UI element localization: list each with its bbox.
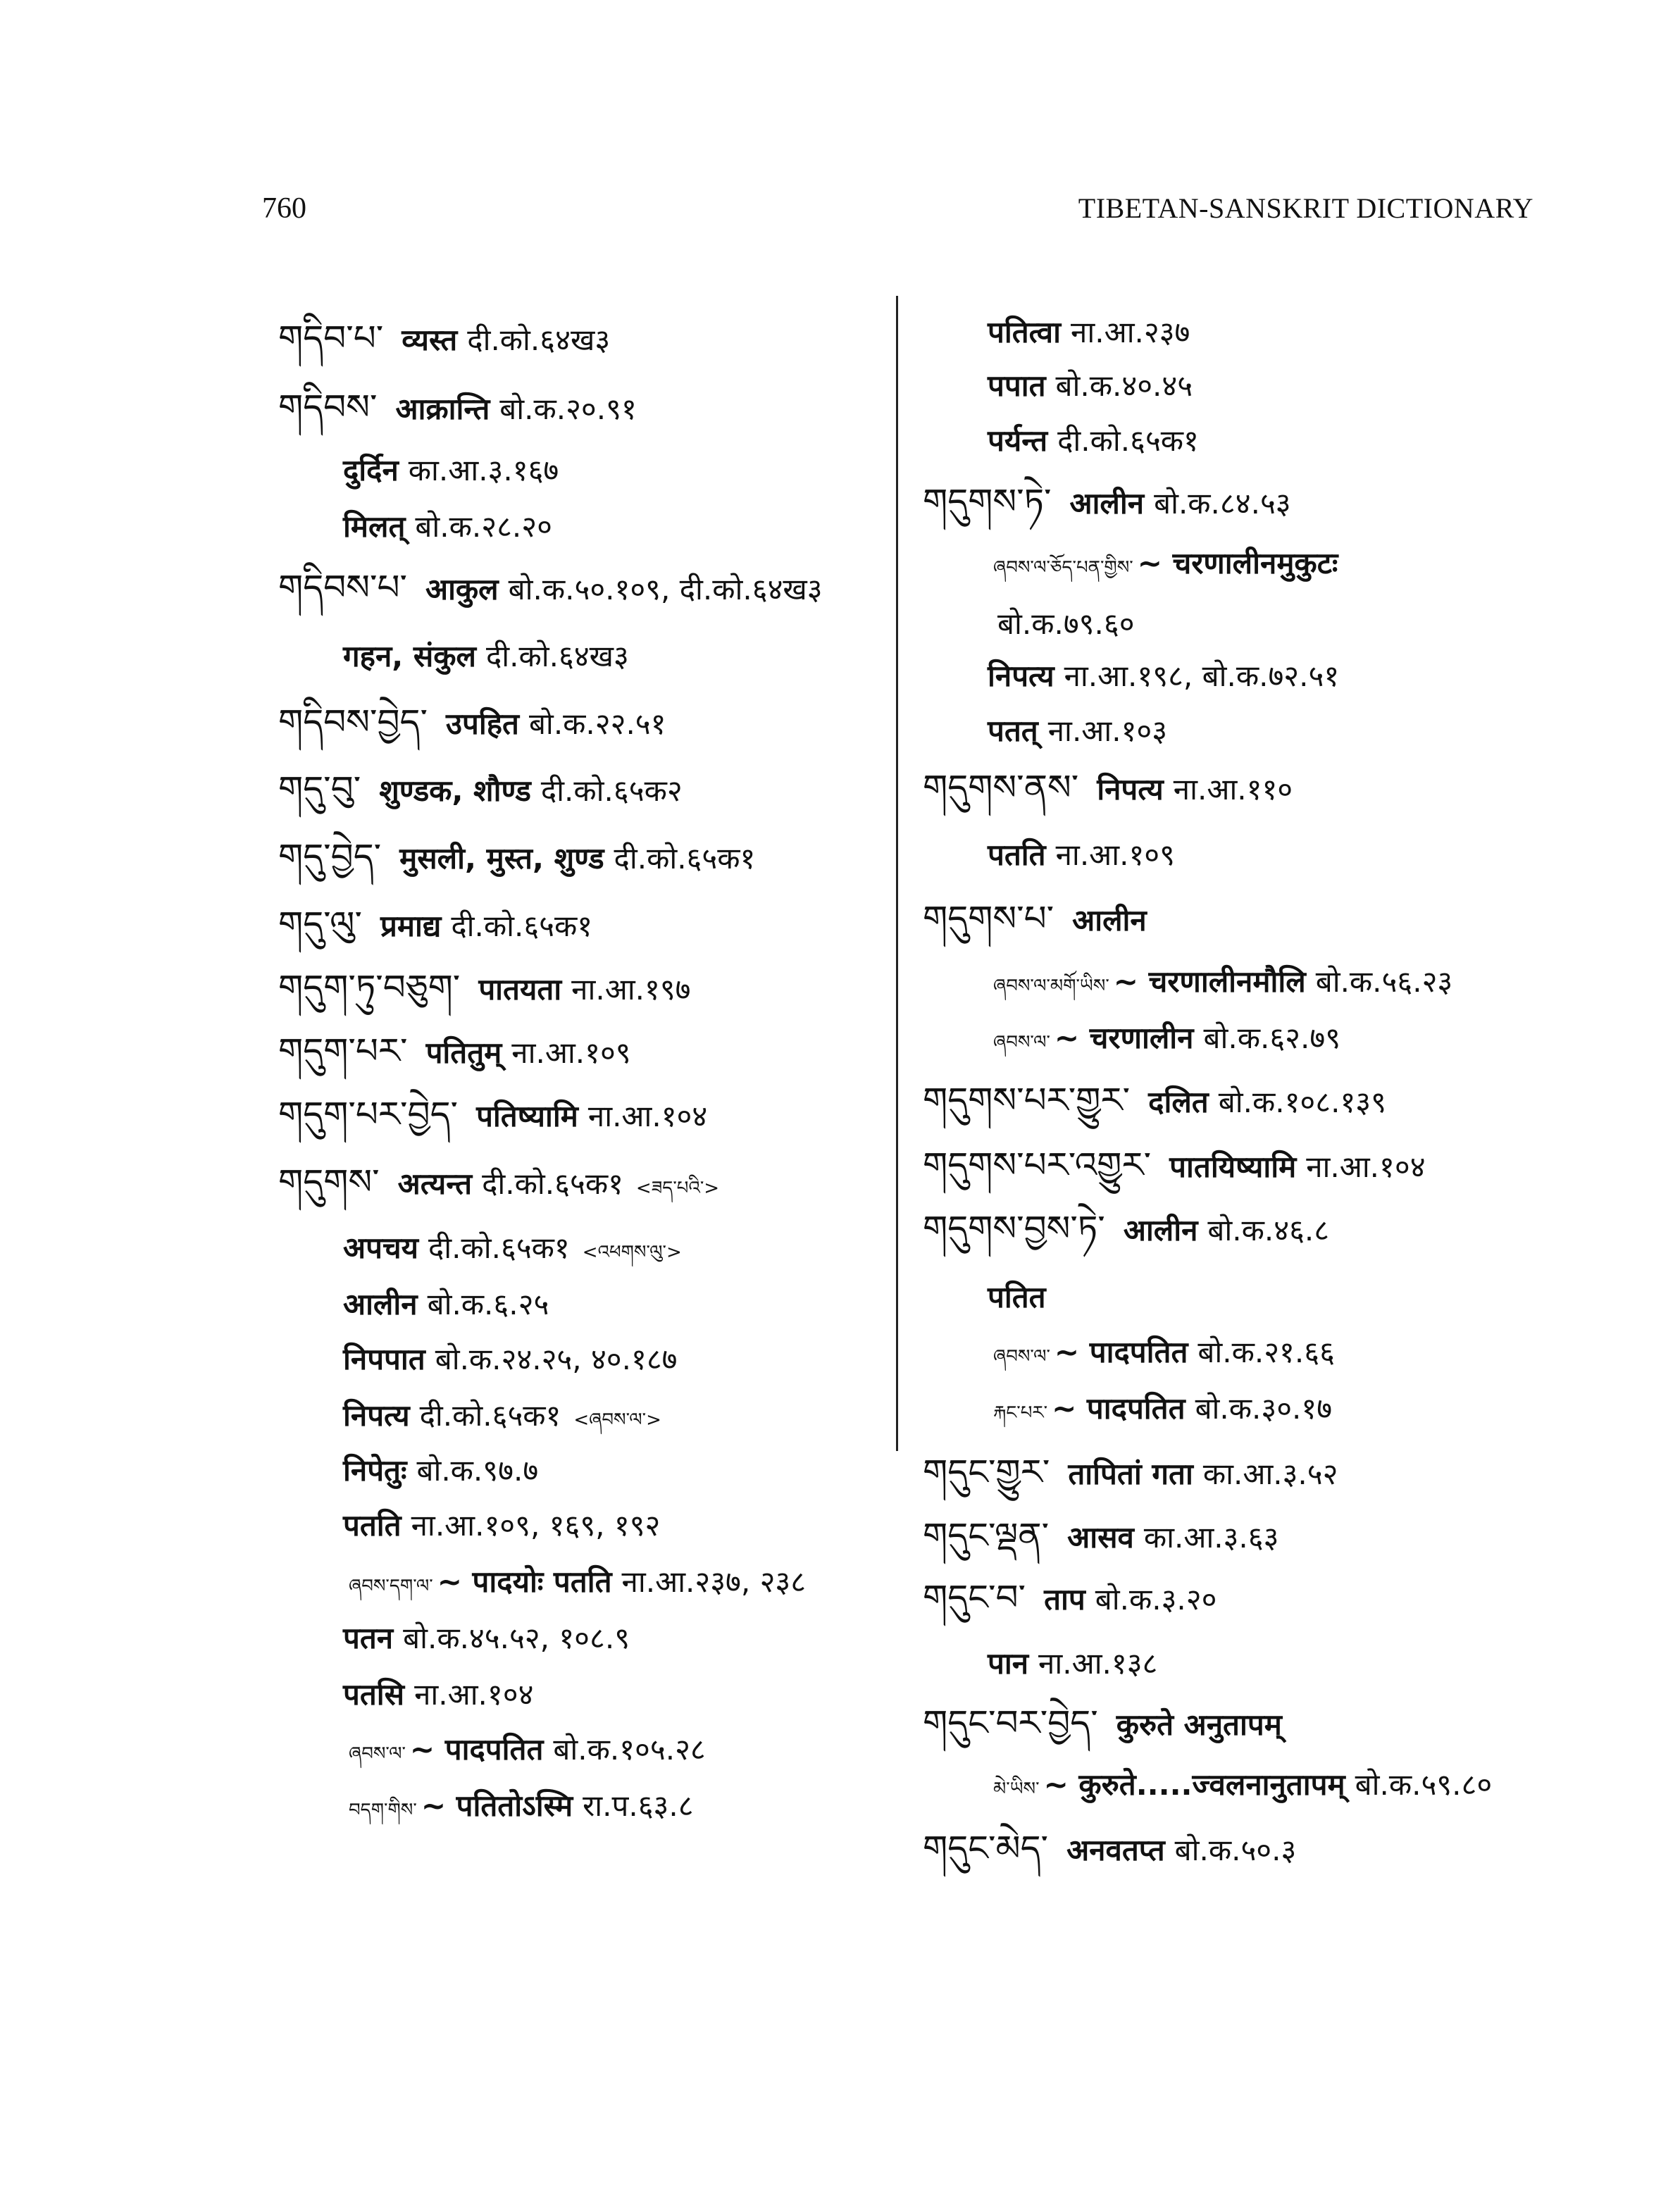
tibetan-phrase: ཞབས་ལ་ཅོད་པན་གྱིས་: [993, 557, 1133, 578]
dictionary-entry: [278, 1161, 719, 1203]
source-reference: दी.को.६५क१: [614, 841, 756, 876]
source-reference: दी.को.६५क२: [540, 773, 683, 808]
page-number: 760: [262, 192, 306, 225]
source-reference: ना.आ.१०४: [587, 1099, 708, 1133]
sanskrit-equivalent: ~ चरणालीन: [1054, 1021, 1194, 1055]
sanskrit-equivalent: पतति: [343, 1508, 402, 1543]
sanskrit-equivalent: प्रमाद्य: [380, 909, 442, 943]
source-reference: बो.क.८४.५३: [1154, 486, 1291, 521]
context-note: <ཞབས་ལ་>: [573, 1409, 661, 1431]
dictionary-entry: [923, 1451, 1338, 1493]
dictionary-entry: [278, 566, 823, 609]
source-reference: बो.क.६.२५: [427, 1287, 549, 1321]
source-reference: ना.आ.१०९, १६९, १९२: [411, 1508, 661, 1543]
source-reference: ना.आ.१९७: [571, 972, 691, 1007]
source-reference: बो.क.५९.८०: [1355, 1767, 1493, 1802]
dictionary-entry: [278, 1785, 694, 1827]
dictionary-entry: [278, 1505, 660, 1547]
sanskrit-equivalent: मिलत्: [343, 509, 406, 544]
dictionary-entry: [278, 1227, 682, 1269]
source-reference: बो.क.५०.३: [1174, 1833, 1297, 1867]
sanskrit-equivalent: पान: [988, 1646, 1029, 1681]
dictionary-entry: [923, 834, 1175, 876]
tibetan-headword: གདུགས་ནས་: [923, 767, 1079, 808]
column-divider: [896, 296, 898, 1451]
dictionary-entry: [923, 542, 1348, 585]
sanskrit-equivalent: ~ चरणालीनमुकुटः: [1137, 546, 1338, 580]
tibetan-headword: གདུང་གྱུར་: [923, 1452, 1050, 1493]
sanskrit-equivalent: निपेतुः: [343, 1453, 407, 1488]
source-reference: बो.क.५०.१०९, दी.को.६४ख३: [508, 572, 823, 606]
dictionary-entry: [923, 1643, 1157, 1685]
sanskrit-equivalent: पतित्वा: [988, 315, 1062, 349]
source-reference: बो.क.३०.१७: [1195, 1391, 1333, 1426]
source-reference: बो.क.२०.९१: [499, 392, 637, 426]
sanskrit-equivalent: पतसि: [343, 1677, 405, 1712]
source-reference: बो.क.६२.७९: [1203, 1021, 1341, 1055]
sanskrit-equivalent: अत्यन्त: [397, 1166, 473, 1201]
sanskrit-equivalent: अनवतप्त: [1066, 1833, 1165, 1867]
tibetan-phrase: མེ་ཡིས་: [993, 1779, 1040, 1800]
source-reference: दी.को.६५क१: [1057, 423, 1199, 458]
sanskrit-equivalent: आलीन: [343, 1287, 418, 1321]
dictionary-entry: [923, 897, 1157, 940]
source-reference: ना.आ.११०: [1173, 772, 1293, 807]
dictionary-entry: [923, 480, 1291, 523]
dictionary-entry: [278, 701, 666, 743]
sanskrit-equivalent: पतत्: [988, 714, 1038, 748]
sanskrit-equivalent: मुसली, मुस्त, शुण्ड: [399, 841, 604, 876]
tibetan-phrase: ཞབས་ལ་: [349, 1743, 406, 1764]
source-reference: बो.क.२२.५१: [528, 706, 666, 741]
source-reference: का.आ.३.६३: [1143, 1520, 1279, 1555]
tibetan-headword: གདུ་བྱེད་: [278, 836, 382, 877]
dictionary-entry: [278, 1450, 538, 1492]
tibetan-headword: གདིབས་པ་: [278, 567, 407, 608]
dictionary-entry: [923, 1576, 1217, 1619]
dictionary-entry: [278, 1395, 661, 1437]
dictionary-entry: [923, 1388, 1332, 1430]
tibetan-headword: གདུགས་པར་འགྱུར་: [923, 1145, 1152, 1185]
sanskrit-equivalent: पतिष्यामि: [476, 1099, 578, 1133]
source-reference: रा.प.६३.८: [583, 1788, 694, 1823]
dictionary-entry: [278, 386, 637, 428]
source-reference: दी.को.६४ख३: [467, 323, 611, 357]
source-reference: बो.क.२४.२५, ४०.१८७: [435, 1342, 678, 1376]
tibetan-headword: གདུང་མེད་: [923, 1828, 1049, 1869]
sanskrit-equivalent: ~ पादयोः पतति: [437, 1564, 612, 1599]
sanskrit-equivalent: गहन, संकुल: [343, 639, 476, 673]
source-reference: ना.आ.१९८, बो.क.७२.५१: [1064, 659, 1340, 693]
dictionary-entry: [923, 1331, 1335, 1374]
source-reference: बो.क.२१.६६: [1197, 1335, 1335, 1369]
source-reference: बो.क.५६.२३: [1315, 964, 1453, 999]
tibetan-headword: གདིབ་པ་: [278, 318, 384, 359]
tibetan-headword: གདུ་བུ་: [278, 768, 361, 809]
sanskrit-equivalent: निपत्य: [343, 1398, 410, 1433]
tibetan-phrase: ཞབས་ལ་: [993, 1346, 1050, 1367]
sanskrit-equivalent: अपचय: [343, 1231, 418, 1265]
sanskrit-equivalent: ताप: [1044, 1582, 1085, 1617]
dictionary-entry: [923, 1702, 1292, 1744]
source-reference: बो.क.७९.६०: [997, 606, 1135, 641]
sanskrit-equivalent: शुण्डक, शौण्ड: [379, 773, 531, 808]
source-reference: बो.क.१०८.१३९: [1218, 1085, 1386, 1119]
source-reference: दी.को.६४ख३: [485, 639, 629, 673]
dictionary-entry: [278, 1283, 549, 1326]
sanskrit-equivalent: ~ पादपतित: [1054, 1335, 1188, 1369]
sanskrit-equivalent: पतन: [343, 1621, 394, 1655]
source-reference: ना.आ.१०९: [1055, 838, 1175, 872]
tibetan-headword: གདུགས་བྱས་ཏེ་: [923, 1208, 1105, 1249]
sanskrit-equivalent: पतित: [988, 1280, 1046, 1314]
dictionary-entry: [278, 768, 683, 810]
sanskrit-equivalent: पर्यन्त: [988, 423, 1048, 458]
sanskrit-equivalent: आलीन: [1069, 486, 1145, 521]
source-reference: ना.आ.१०४: [1306, 1150, 1426, 1184]
source-reference: ना.आ.२३७, २३८: [621, 1564, 807, 1599]
dictionary-entry: [278, 966, 691, 1009]
tibetan-headword: གདུ་ལུ་: [278, 904, 362, 945]
dictionary-entry: [923, 311, 1190, 354]
tibetan-headword: གདུག་པར་བྱེད་: [278, 1094, 459, 1135]
sanskrit-equivalent: ~ चरणालीनमौलि: [1113, 964, 1306, 999]
sanskrit-equivalent: निपपात: [343, 1342, 425, 1376]
sanskrit-equivalent: व्यस्त: [402, 323, 458, 357]
dictionary-entry: [278, 1729, 706, 1771]
dictionary-entry: [923, 420, 1199, 462]
tibetan-headword: གདུག་ཏུ་བཅུག་: [278, 967, 461, 1008]
sanskrit-equivalent: पातयता: [478, 972, 562, 1007]
sanskrit-equivalent: दलित: [1148, 1085, 1209, 1119]
tibetan-headword: གདུགས་པར་གྱུར་: [923, 1080, 1131, 1121]
source-reference: का.आ.३.५२: [1202, 1457, 1338, 1491]
tibetan-headword: གདུག་པར་: [278, 1031, 408, 1071]
tibetan-headword: གདིབས་བྱེད་: [278, 702, 428, 742]
source-reference: का.आ.३.१६७: [408, 453, 559, 487]
source-reference: बो.क.४०.४५: [1055, 368, 1193, 403]
sanskrit-equivalent: ~ पतितोऽस्मि: [421, 1788, 573, 1823]
sanskrit-equivalent: पातयिष्यामि: [1169, 1150, 1297, 1184]
tibetan-headword: གདུགས་: [278, 1162, 380, 1202]
sanskrit-equivalent: ~ कुरुते.....ज्वलनानुतापम्: [1043, 1767, 1345, 1802]
sanskrit-equivalent: कुरुते अनुतापम्: [1116, 1707, 1282, 1742]
dictionary-entry: [278, 1617, 630, 1660]
source-reference: दी.को.६५क१: [482, 1166, 623, 1201]
source-reference: बो.क.४५.५२, १०८.९: [403, 1621, 630, 1655]
tibetan-headword: གདུགས་ཏེ་: [923, 481, 1052, 522]
context-note: <འཕགས་ལུ་>: [582, 1242, 682, 1263]
dictionary-entry: [278, 449, 559, 492]
sanskrit-equivalent: दुर्दिन: [343, 453, 399, 487]
tibetan-headword: གདུང་བར་བྱེད་: [923, 1702, 1098, 1743]
tibetan-headword: གདུགས་པ་: [923, 898, 1054, 939]
tibetan-phrase: བདག་གིས་: [349, 1800, 417, 1821]
source-reference: बो.क.१०५.२८: [553, 1732, 706, 1767]
source-reference: दी.को.६५क१: [428, 1231, 570, 1265]
dictionary-entry: [923, 710, 1167, 752]
sanskrit-equivalent: ~ पादपतित: [409, 1732, 544, 1767]
source-reference: बो.क.३.२०: [1095, 1582, 1217, 1617]
dictionary-entry: [278, 317, 610, 359]
dictionary-entry: [278, 1030, 631, 1072]
tibetan-headword: གདུང་བ་: [923, 1577, 1026, 1618]
sanskrit-equivalent: आकुल: [425, 572, 499, 606]
source-reference: दी.को.६५क१: [419, 1398, 561, 1433]
dictionary-entry: [278, 1674, 533, 1716]
sanskrit-equivalent: आसव: [1067, 1520, 1134, 1555]
tibetan-phrase: ཞབས་དག་ལ་: [349, 1576, 433, 1597]
dictionary-entry: [278, 1338, 678, 1381]
dictionary-entry: [278, 1561, 806, 1603]
dictionary-entry: [923, 961, 1452, 1003]
dictionary-entry: [278, 635, 629, 678]
sanskrit-equivalent: तापितां गता: [1068, 1457, 1193, 1491]
sanskrit-equivalent: आलीन: [1123, 1213, 1198, 1247]
dictionary-entry: [923, 603, 1135, 645]
sanskrit-equivalent: पतितुम्: [425, 1035, 502, 1070]
sanskrit-equivalent: आलीन: [1072, 903, 1147, 938]
dictionary-entry: [923, 1207, 1329, 1250]
dictionary-entry: [278, 835, 755, 878]
source-reference: बो.क.९७.७: [416, 1453, 539, 1488]
running-head: TIBETAN-SANSKRIT DICTIONARY: [1078, 192, 1533, 224]
source-reference: दी.को.६५क१: [451, 909, 593, 943]
tibetan-headword: གདིབས་: [278, 387, 378, 428]
dictionary-entry: [278, 903, 592, 945]
source-reference: बो.क.२८.२०: [415, 509, 552, 544]
tibetan-phrase: རྐང་པར་: [993, 1402, 1048, 1424]
sanskrit-equivalent: उपहित: [445, 706, 519, 741]
dictionary-entry: [923, 1514, 1278, 1557]
dictionary-entry: [278, 1093, 707, 1135]
dictionary-entry: [923, 1079, 1386, 1121]
source-reference: ना.आ.१०४: [414, 1677, 534, 1712]
dictionary-entry: [278, 506, 552, 548]
dictionary-entry: [923, 655, 1339, 697]
context-note: <ཟད་པའི་>: [635, 1178, 720, 1199]
dictionary-entry: [923, 1827, 1296, 1869]
dictionary-entry: [923, 1276, 1056, 1319]
source-reference: ना.आ.१०३: [1047, 714, 1168, 748]
dictionary-entry: [923, 766, 1293, 809]
dictionary-entry: [923, 365, 1193, 407]
source-reference: ना.आ.२३७: [1071, 315, 1190, 349]
tibetan-phrase: ཞབས་ལ་: [993, 1032, 1050, 1053]
dictionary-entry: [923, 1144, 1426, 1186]
sanskrit-equivalent: पपात: [988, 368, 1046, 403]
dictionary-entry: [923, 1017, 1340, 1059]
sanskrit-equivalent: पतति: [988, 838, 1046, 872]
dictionary-entry: [923, 1764, 1492, 1806]
source-reference: ना.आ.१०९: [511, 1035, 631, 1070]
tibetan-headword: གདུང་ལྡན་: [923, 1515, 1050, 1556]
sanskrit-equivalent: आक्रान्ति: [395, 392, 490, 426]
sanskrit-equivalent: निपत्य: [988, 659, 1054, 693]
sanskrit-equivalent: ~ पादपतित: [1052, 1391, 1186, 1426]
sanskrit-equivalent: निपत्य: [1097, 772, 1164, 807]
tibetan-phrase: ཞབས་ལ་མགོ་ཡིས་: [993, 976, 1109, 997]
source-reference: ना.आ.१३८: [1038, 1646, 1158, 1681]
source-reference: बो.क.४६.८: [1207, 1213, 1330, 1247]
